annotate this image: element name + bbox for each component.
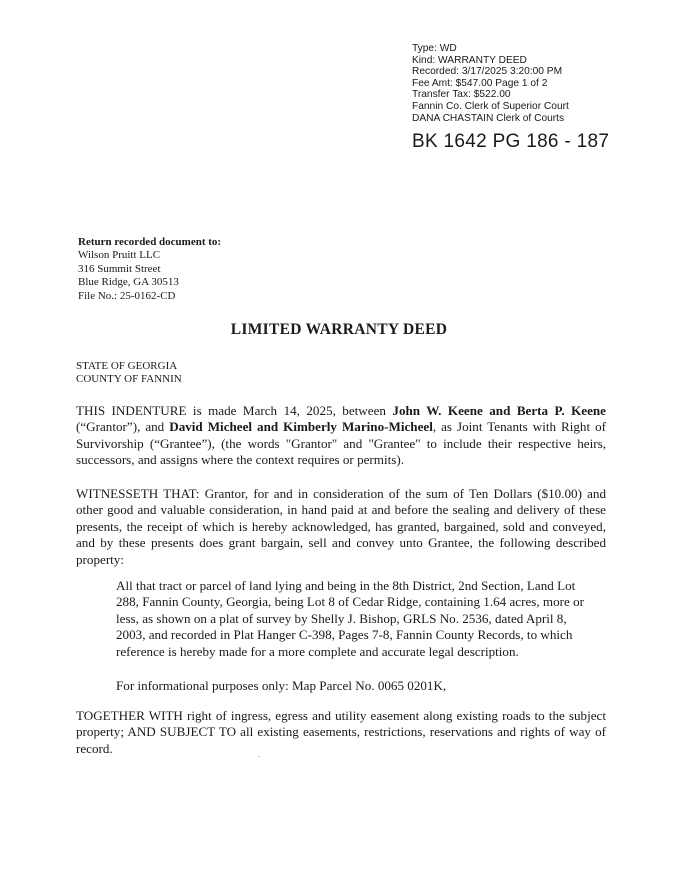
return-firm: Wilson Pruitt LLC — [78, 249, 161, 262]
stamp-clerk-name: DANA CHASTAIN Clerk of Courts — [412, 112, 565, 124]
grantee-names: David Micheel and Kimberly Marino-Micheel — [169, 419, 433, 435]
return-header: Return recorded document to: — [78, 236, 222, 248]
legal-description-paragraph: All that tract or parcel of land lying and being in the 8th District, 2nd Section, Land Lot 288, Fannin County, Georgia, being Lot 8 of Cedar Ridge, containing 1.64 acres, more or less, as shown on a plat of survey by Shelly J. Bishop, GRLS No. 2536, dated April 8, 2003, and recorded in Plat Hanger C-398, Pages 7-8, Fannin County Records, to which reference is hereby made for a more complete and accurate legal description. — [116, 578, 585, 659]
document-title: LIMITED WARRANTY DEED — [230, 321, 448, 338]
stamp-clerk-court: Fannin Co. Clerk of Superior Court — [412, 100, 569, 112]
return-street: 316 Summit Street — [78, 262, 161, 275]
return-address-block — [78, 236, 221, 303]
indenture-paragraph — [76, 403, 606, 469]
return-city: Blue Ridge, GA 30513 — [78, 276, 179, 289]
stamp-fee: Fee Amt: $547.00 Page 1 of 2 — [412, 77, 548, 89]
witnesseth-paragraph: WITNESSETH THAT: Grantor, for and in consideration of the sum of Ten Dollars ($10.00) and other good and valuable consideration, in hand paid at and before the sealing and delivery of these presents, the receipt of which is hereby acknowledged, has granted, bargained, sold and conveyed, and by these presents does grant bargain, sell and convey unto Grantee, the following described property: — [76, 486, 606, 567]
scan-speck — [258, 756, 260, 757]
indenture-text-2: (“Grantor”), and — [76, 419, 170, 435]
map-parcel-line: For informational purposes only: Map Parcel No. 0065 0201K, — [116, 678, 447, 693]
stamp-kind: Kind: WARRANTY DEED — [412, 54, 527, 66]
indenture-text-3: , as Joint Tenants with Right of Survivorship (“Grantee”), (the words "Grantor" and "Grantee" to include their respective heirs, successors, and assigns where the context requires or permits). — [76, 419, 607, 468]
stamp-recorded: Recorded: 3/17/2025 3:20:00 PM — [412, 66, 563, 78]
return-file-no: File No.: 25-0162-CD — [78, 289, 176, 302]
stamp-type: Type: WD — [412, 43, 457, 54]
venue-block — [76, 360, 182, 387]
venue-state: STATE OF GEORGIA — [76, 360, 178, 372]
grantor-names: John W. Keene and Berta P. Keene — [392, 403, 606, 418]
indenture-text-1: THIS INDENTURE is made March 14, 2025, between — [76, 403, 393, 418]
recording-stamp — [412, 43, 652, 124]
book-page-number: BK 1642 PG 186 - 187 — [412, 131, 610, 152]
stamp-transfer-tax: Transfer Tax: $522.00 — [412, 89, 511, 101]
venue-county: COUNTY OF FANNIN — [76, 373, 182, 386]
together-with-paragraph: TOGETHER WITH right of ingress, egress and utility easement along existing roads to the subject property; AND SUBJECT TO all existing easements, restrictions, reservations and rights of way of record. — [76, 708, 606, 756]
